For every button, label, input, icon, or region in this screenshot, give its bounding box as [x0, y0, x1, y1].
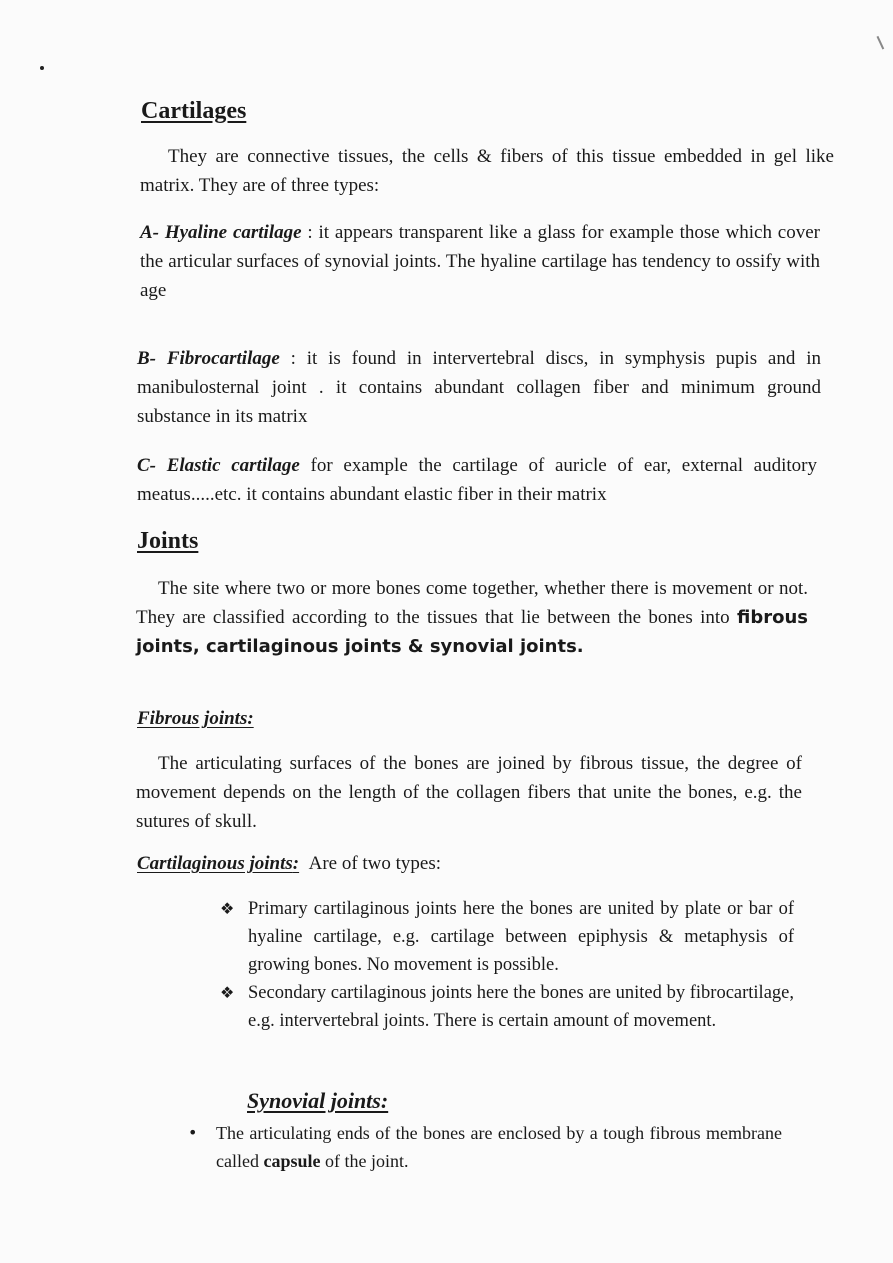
- list-item: [220, 979, 794, 1035]
- scan-corner-mark: [877, 33, 892, 50]
- synovial-bullet: [188, 1119, 782, 1175]
- diamond-bullet-icon: ❖: [220, 899, 235, 918]
- joints-intro: [136, 574, 808, 661]
- capsule-term: capsule: [263, 1151, 321, 1171]
- fibrous-joints-heading: Fibrous joints:: [137, 708, 254, 729]
- fibrocartilage-text: : it is found in intervertebral discs, in symphysis pupis and in manibulosternal joint . it contains abundant collagen fiber and minimum ground substance in its matrix: [137, 348, 821, 427]
- joints-heading: Joints: [137, 528, 199, 554]
- cartilages-intro: [140, 142, 834, 200]
- synovial-joints-heading: Synovial joints:: [247, 1088, 389, 1113]
- cartilages-heading: Cartilages: [141, 98, 247, 124]
- elastic-label: C- Elastic cartilage: [137, 455, 300, 476]
- bullet-icon: •: [188, 1123, 198, 1142]
- joints-intro-text: The site where two or more bones come together, whether there is movement or not. They are classified according to the tissues that lie between the bones into: [136, 578, 808, 628]
- fibrous-joints-paragraph: The articulating surfaces of the bones are joined by fibrous tissue, the degree of movement depends on the length of the collagen fibers that unite the bones, e.g. the sutures of skull.: [136, 753, 802, 832]
- elastic-paragraph: [137, 451, 817, 509]
- diamond-bullet-icon: ❖: [220, 983, 235, 1002]
- hyaline-label: A- Hyaline cartilage: [140, 222, 302, 243]
- cartilaginous-joints-heading: Cartilaginous joints: [137, 853, 293, 874]
- hyaline-text: : it appears transparent like a glass for example those which cover the articular surfaces of synovial joints. The hyaline cartilage has tendency to ossify with age: [140, 222, 820, 301]
- scan-speck: [40, 66, 44, 70]
- list-item: [220, 895, 794, 979]
- synovial-text-start: The articulating ends of the bones are enclosed by a tough fibrous membrane called: [216, 1123, 782, 1171]
- cartilaginous-types-list: [220, 895, 794, 1035]
- cartilages-intro-text: They are connective tissues, the cells & fibers of this tissue embedded in gel like matrix. They are of three types:: [140, 146, 834, 196]
- hyaline-paragraph: [140, 218, 820, 305]
- fibrocartilage-paragraph: [137, 344, 821, 431]
- joint-types-emphasis: fibrous joints, cartilaginous joints & synovial joints.: [136, 607, 808, 657]
- cartilaginous-joints-colon: :: [292, 853, 300, 874]
- cartilaginous-joints-line: [137, 849, 737, 878]
- elastic-text: for example the cartilage of auricle of ear, external auditory meatus.....etc. it contains abundant elastic fiber in their matrix: [137, 455, 817, 505]
- secondary-cartilaginous-text: Secondary cartilaginous joints here the bones are united by fibrocartilage, e.g. intervertebral joints. There is certain amount of movement.: [248, 983, 794, 1031]
- synovial-text-end: of the joint.: [320, 1151, 409, 1171]
- primary-cartilaginous-text: Primary cartilaginous joints here the bones are united by plate or bar of hyaline cartilage, e.g. cartilage between epiphysis & metaphysis of growing bones. No movement is possible.: [248, 899, 794, 975]
- cartilaginous-joints-intro: Are of two types:: [308, 853, 442, 874]
- fibrocartilage-label: B- Fibrocartilage: [137, 348, 280, 369]
